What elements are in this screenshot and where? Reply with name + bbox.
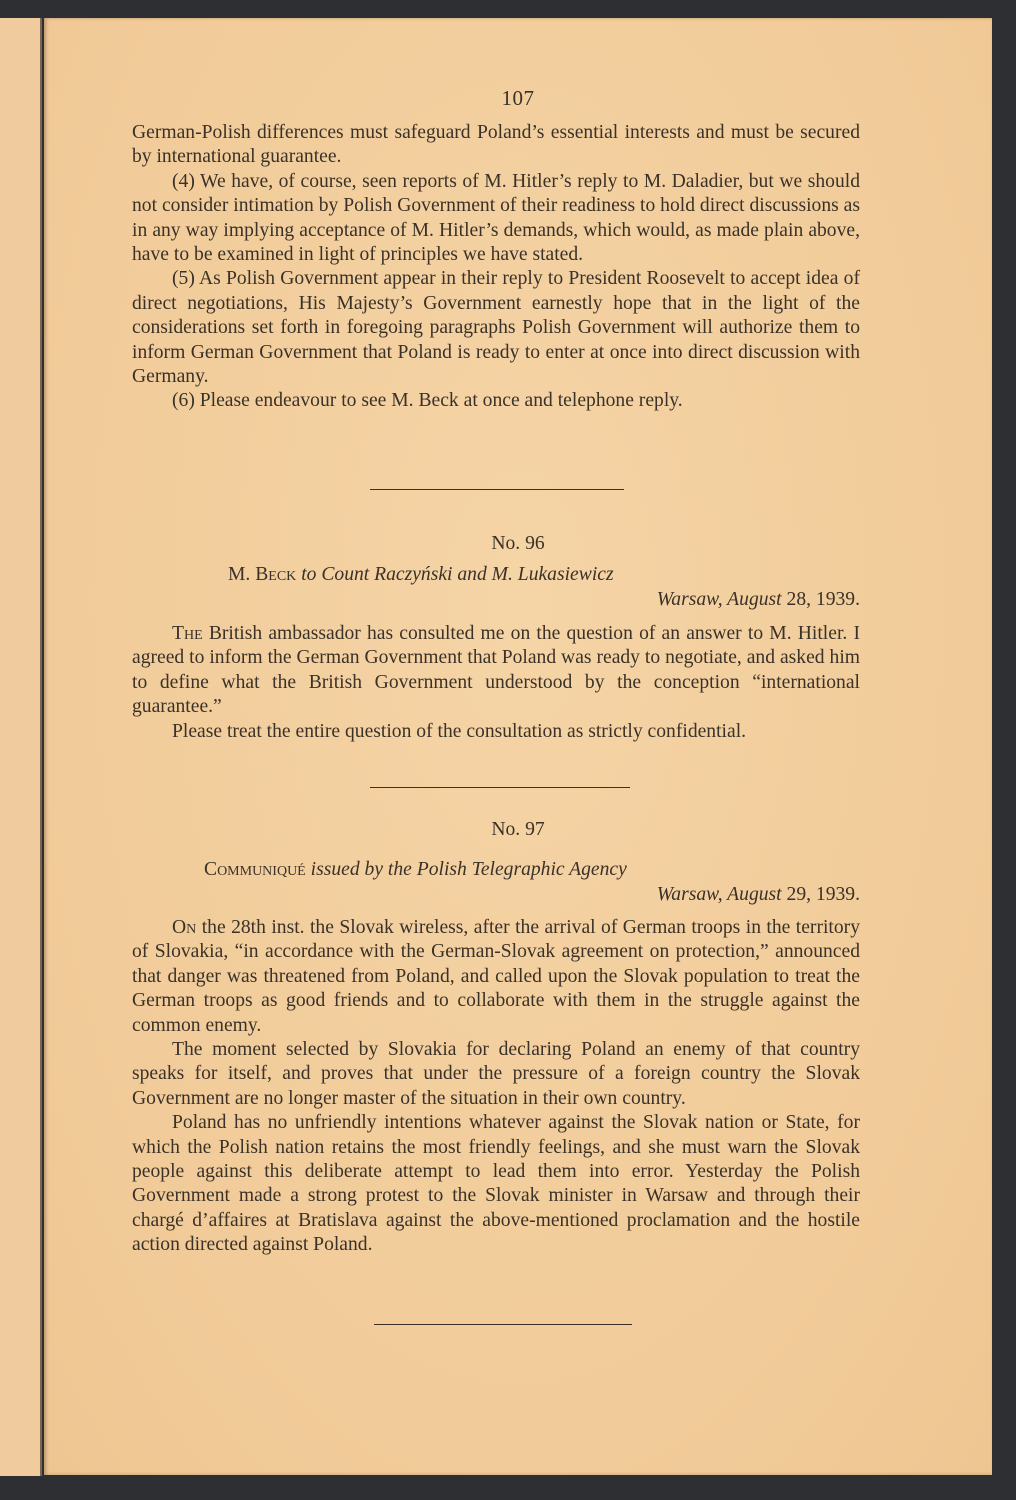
place-date: Warsaw, August [656, 883, 782, 905]
recipient: issued by the Polish Telegraphic Agency [310, 859, 627, 880]
section-divider [370, 787, 630, 788]
first-word: The [172, 623, 203, 644]
document-97-body [132, 916, 860, 1258]
page-number: 107 [501, 86, 535, 110]
date-year: 29, 1939. [786, 883, 860, 905]
paragraph: the 28th inst. the Slovak wireless, after the arrival of German troops in the territory of Slovakia, “in accordance with the German-Slovak agreement on protection,” announced that danger was threatened from Poland, and called upon the Slovak population to treat the German troops as good friends and to collaborate with them in the struggle against the common enemy. [132, 917, 860, 1036]
facing-page-edge [0, 18, 42, 1476]
paragraph-6: (6) Please endeavour to see M. Beck at once and telephone reply. [172, 390, 683, 412]
continued-dispatch [132, 121, 860, 414]
paragraph-4: (4) We have, of course, seen reports of M. Hitler’s reply to M. Daladier, but we should not consider intimation by Polish Government of their readiness to hold direct discussions as in any way implying acceptance of M. Hitler’s demands, which would, as made plain above, have to be examined in light of principles we have stated. [132, 170, 860, 266]
document-96-body [132, 622, 860, 744]
place-date: Warsaw, August [656, 588, 782, 610]
section-divider [374, 1324, 632, 1325]
document-number-96: No. 96 [491, 533, 545, 554]
paragraph: German-Polish differences must safeguard Poland’s essential interests and must be secured by international guarantee. [132, 122, 860, 168]
document-97-heading [132, 858, 860, 907]
date-year: 28, 1939. [786, 588, 860, 610]
first-word: On [172, 917, 197, 938]
sender: Communiqué [204, 859, 306, 880]
book-page [44, 18, 992, 1475]
recipient: to Count Raczyński and M. Lukasiewicz [301, 564, 614, 585]
document-96-heading [132, 563, 860, 612]
paragraph: Please treat the entire question of the consultation as strictly confidential. [172, 720, 747, 742]
paragraph: The moment selected by Slovakia for declaring Poland an enemy of that country speaks for itself, and proves that under the pressure of a foreign country the Slovak Government are no longer master of the situation in their own country. [132, 1039, 860, 1109]
paragraph: Poland has no unfriendly intentions whatever against the Slovak nation or State, for which the Polish nation retains the most friendly feelings, and she must warn the Slovak people against this deliberate attempt to lead them into error. Yesterday the Polish Government made a strong protest to the Slovak minister in Warsaw and through their chargé d’affaires at Bratislava against the above-mentioned proclamation and the hostile action directed against Poland. [132, 1112, 860, 1256]
document-number-97: No. 97 [491, 819, 545, 840]
paragraph: British ambassador has consulted me on the question of an answer to M. Hitler. I agreed to inform the German Government that Poland was ready to negotiate, and asked him to define what the British Government understood by the conception “international guarantee.” [132, 623, 860, 718]
section-divider [370, 489, 624, 490]
paragraph-5: (5) As Polish Government appear in their reply to President Roosevelt to accept idea of direct negotiations, His Majesty’s Government earnestly hope that in the light of the considerations set forth in foregoing paragraphs Polish Government will authorize them to inform German Government that Poland is ready to enter at once into direct discussion with Germany. [132, 268, 860, 388]
sender: M. Beck [228, 564, 297, 585]
